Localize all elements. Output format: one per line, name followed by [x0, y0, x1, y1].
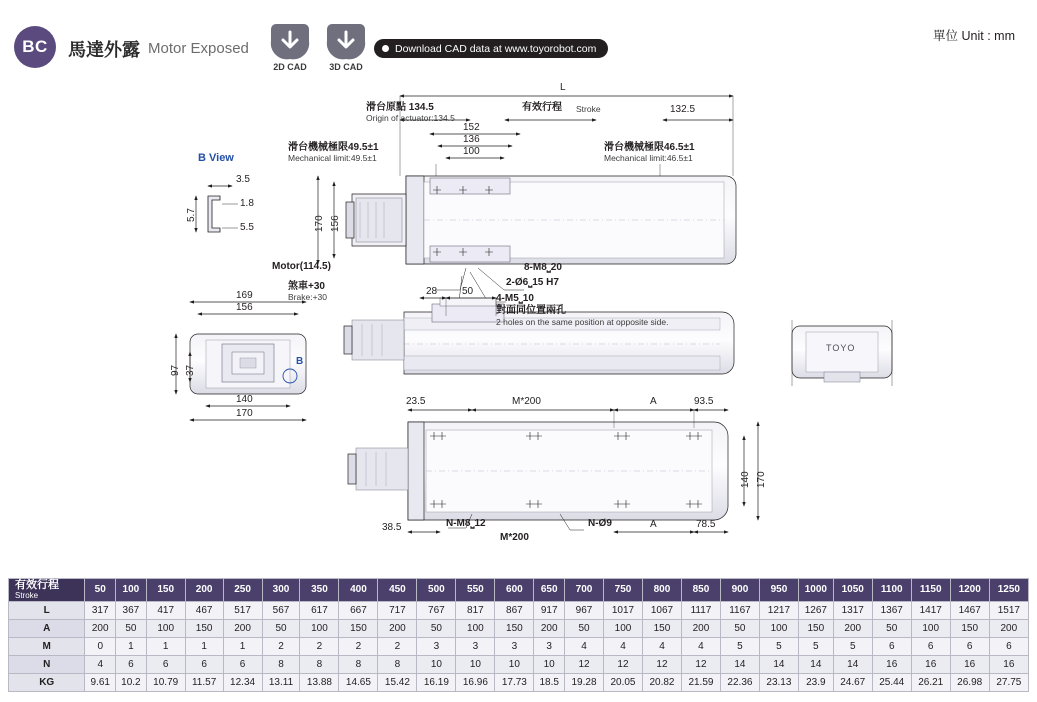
dim-1-8: 1.8 [240, 198, 254, 209]
table-cell: 50 [872, 619, 911, 637]
cad-2d-download[interactable] [262, 22, 318, 72]
table-cell: 8 [300, 655, 339, 673]
table-cell: 867 [495, 601, 534, 619]
table-cell: 13.88 [300, 673, 339, 691]
table-cell: 2 [300, 637, 339, 655]
table-cell: 417 [146, 601, 185, 619]
bc-badge: BC [14, 26, 56, 68]
note-n-m8: N-M8⎵12 [446, 518, 486, 529]
table-cell: 17.73 [495, 673, 534, 691]
table-row-label-A: A [9, 619, 85, 637]
table-cell: 16 [950, 655, 989, 673]
table-cell: 5 [833, 637, 872, 655]
mech-limit-right-cn: 滑台機械極限46.5±1 [604, 142, 695, 153]
table-cell: 26.21 [911, 673, 950, 691]
table-cell: 12 [565, 655, 604, 673]
table-header-stroke-cn: 有效行程 [15, 579, 59, 591]
motor-label: Motor(114.5) [272, 261, 331, 272]
table-header-stroke-150: 150 [146, 579, 185, 602]
table-cell: 967 [565, 601, 604, 619]
table-cell: 1517 [989, 601, 1028, 619]
table-cell: 15.42 [378, 673, 417, 691]
table-header-stroke-400: 400 [339, 579, 378, 602]
download-icon [326, 22, 366, 60]
dim-78-5: 78.5 [696, 519, 716, 530]
table-cell: 10 [534, 655, 565, 673]
spec-table-wrap [8, 578, 1029, 692]
table-header-stroke-1100: 1100 [872, 579, 911, 602]
table-header-stroke-300: 300 [262, 579, 300, 602]
table-header-stroke-250: 250 [223, 579, 262, 602]
origin-label-en: Origin of actuator:134.5 [366, 113, 455, 123]
table-cell: 200 [681, 619, 720, 637]
dim-28: 28 [426, 286, 438, 297]
dim-156-front: 156 [236, 302, 253, 313]
table-cell: 26.98 [950, 673, 989, 691]
table-header-stroke-850: 850 [681, 579, 720, 602]
table-cell: 4 [85, 655, 116, 673]
table-cell: 1417 [911, 601, 950, 619]
table-cell: 0 [85, 637, 116, 655]
table-cell: 1 [116, 637, 147, 655]
table-cell: 917 [534, 601, 565, 619]
mech-limit-right-en: Mechanical limit:46.5±1 [604, 153, 693, 163]
origin-label-cn: 滑台原點 134.5 [366, 102, 434, 113]
dim-m200-bottom: M*200 [500, 532, 529, 543]
note-n-d9: N-Ø9 [588, 518, 612, 529]
table-cell: 467 [185, 601, 223, 619]
table-header-stroke-550: 550 [456, 579, 495, 602]
table-body [9, 601, 1029, 691]
table-cell: 50 [116, 619, 147, 637]
table-cell: 20.05 [604, 673, 643, 691]
brake-label-en: Brake:+30 [288, 292, 327, 302]
table-cell: 617 [300, 601, 339, 619]
table-cell: 367 [116, 601, 147, 619]
table-cell: 100 [759, 619, 798, 637]
cad-download-label: Download CAD data at www.toyorobot.com [395, 42, 597, 55]
table-cell: 717 [378, 601, 417, 619]
table-cell: 1117 [681, 601, 720, 619]
table-header-stroke-1000: 1000 [798, 579, 833, 602]
table-header-stroke-1200: 1200 [950, 579, 989, 602]
table-row-label-N: N [9, 655, 85, 673]
table-cell: 4 [681, 637, 720, 655]
table-cell: 6 [223, 655, 262, 673]
table-cell: 817 [456, 601, 495, 619]
note-8-m8: 8-M8⎵20 [524, 262, 562, 273]
table-cell: 6 [872, 637, 911, 655]
dim-A-top: A [650, 396, 657, 407]
table-cell: 1267 [798, 601, 833, 619]
table-cell: 50 [720, 619, 759, 637]
note-4-m5: 4-M5⎵10 [496, 293, 534, 304]
table-cell: 2 [339, 637, 378, 655]
table-cell: 3 [456, 637, 495, 655]
b-marker: B [296, 356, 304, 367]
table-cell: 317 [85, 601, 116, 619]
table-header-stroke-650: 650 [534, 579, 565, 602]
stroke-label-en: Stroke [576, 104, 601, 114]
table-cell: 21.59 [681, 673, 720, 691]
page-subtitle: Motor Exposed [148, 40, 249, 57]
table-cell: 14 [833, 655, 872, 673]
table-cell: 23.13 [759, 673, 798, 691]
toyo-logo: TOYO [826, 343, 856, 353]
unit-label: 單位 Unit : mm [933, 29, 1015, 43]
table-header-stroke-750: 750 [604, 579, 643, 602]
table-cell: 50 [417, 619, 456, 637]
table-cell: 150 [495, 619, 534, 637]
table-row-label-L: L [9, 601, 85, 619]
table-header-row [9, 579, 1029, 602]
table-cell: 6 [950, 637, 989, 655]
dim-L-top: L [560, 82, 566, 93]
dim-170-bottom: 170 [756, 471, 767, 488]
table-cell: 4 [604, 637, 643, 655]
download-icon [270, 22, 310, 60]
dim-50: 50 [462, 286, 474, 297]
dim-37: 37 [185, 364, 196, 376]
mech-limit-left-cn: 滑台機械極限49.5±1 [288, 142, 379, 153]
table-cell: 200 [534, 619, 565, 637]
mech-limit-left-en: Mechanical limit:49.5±1 [288, 153, 377, 163]
table-cell: 8 [262, 655, 300, 673]
table-cell: 11.57 [185, 673, 223, 691]
table-header-stroke-350: 350 [300, 579, 339, 602]
table-cell: 1 [146, 637, 185, 655]
table-cell: 50 [262, 619, 300, 637]
table-cell: 1 [185, 637, 223, 655]
table-cell: 14.65 [339, 673, 378, 691]
cad-3d-download[interactable] [318, 22, 374, 72]
table-cell: 1 [223, 637, 262, 655]
table-cell: 150 [950, 619, 989, 637]
table-row [9, 619, 1029, 637]
table-row-label-M: M [9, 637, 85, 655]
table-cell: 5 [759, 637, 798, 655]
table-cell: 50 [565, 619, 604, 637]
dim-A-bottom: A [650, 519, 657, 530]
table-header-stroke-500: 500 [417, 579, 456, 602]
table-cell: 14 [720, 655, 759, 673]
table-cell: 23.9 [798, 673, 833, 691]
technical-drawing [0, 76, 1037, 576]
table-header-stroke-450: 450 [378, 579, 417, 602]
table-cell: 16.96 [456, 673, 495, 691]
table-cell: 1467 [950, 601, 989, 619]
table-cell: 1317 [833, 601, 872, 619]
dim-97: 97 [170, 364, 181, 376]
table-cell: 10.79 [146, 673, 185, 691]
table-cell: 150 [798, 619, 833, 637]
table-row [9, 673, 1029, 691]
table-cell: 5 [720, 637, 759, 655]
bullet-icon [382, 45, 389, 52]
table-row [9, 655, 1029, 673]
table-cell: 200 [85, 619, 116, 637]
dim-156-plan: 156 [330, 215, 341, 232]
table-cell: 100 [604, 619, 643, 637]
table-cell: 667 [339, 601, 378, 619]
table-cell: 16 [872, 655, 911, 673]
table-cell: 1217 [759, 601, 798, 619]
stroke-label-cn: 有效行程 [522, 102, 562, 113]
table-cell: 6 [989, 637, 1028, 655]
dim-100: 100 [463, 146, 480, 157]
table-cell: 2 [262, 637, 300, 655]
table-cell: 3 [534, 637, 565, 655]
table-cell: 10.2 [116, 673, 147, 691]
table-cell: 1167 [720, 601, 759, 619]
table-cell: 567 [262, 601, 300, 619]
table-cell: 150 [642, 619, 681, 637]
b-view-label: B View [198, 152, 234, 164]
cad-download-link[interactable] [374, 39, 608, 58]
table-header-stroke-1150: 1150 [911, 579, 950, 602]
table-cell: 100 [300, 619, 339, 637]
table-header-stroke-1250: 1250 [989, 579, 1028, 602]
table-cell: 517 [223, 601, 262, 619]
page-header [0, 0, 1037, 76]
table-cell: 6 [116, 655, 147, 673]
table-cell: 25.44 [872, 673, 911, 691]
table-cell: 12 [642, 655, 681, 673]
table-cell: 12 [604, 655, 643, 673]
dim-152: 152 [463, 122, 480, 133]
cad-3d-label: 3D CAD [329, 62, 363, 72]
table-cell: 10 [417, 655, 456, 673]
table-cell: 100 [456, 619, 495, 637]
table-header-stroke-100: 100 [116, 579, 147, 602]
table-cell: 6 [911, 637, 950, 655]
table-header-stroke-600: 600 [495, 579, 534, 602]
spec-table [8, 578, 1029, 692]
table-header-stroke-50: 50 [85, 579, 116, 602]
table-cell: 10 [495, 655, 534, 673]
table-cell: 2 [378, 637, 417, 655]
table-cell: 200 [989, 619, 1028, 637]
table-cell: 1367 [872, 601, 911, 619]
table-cell: 13.11 [262, 673, 300, 691]
table-cell: 14 [759, 655, 798, 673]
table-row-label-KG: KG [9, 673, 85, 691]
table-header-stroke [9, 579, 85, 602]
table-cell: 5 [798, 637, 833, 655]
table-header-stroke-200: 200 [185, 579, 223, 602]
table-cell: 100 [911, 619, 950, 637]
dim-140-bottom: 140 [740, 471, 751, 488]
table-cell: 8 [339, 655, 378, 673]
page-title: 馬達外露 [68, 40, 140, 60]
note-holes-cn: 對面同位置兩孔 [496, 305, 566, 316]
table-cell: 100 [146, 619, 185, 637]
table-cell: 200 [223, 619, 262, 637]
note-holes-en: 2 holes on the same position at opposite side. [496, 317, 669, 327]
dim-136: 136 [463, 134, 480, 145]
table-cell: 767 [417, 601, 456, 619]
dim-38-5: 38.5 [382, 522, 402, 533]
cad-2d-label: 2D CAD [273, 62, 307, 72]
table-cell: 8 [378, 655, 417, 673]
table-cell: 16.19 [417, 673, 456, 691]
table-cell: 1067 [642, 601, 681, 619]
table-header-stroke-1050: 1050 [833, 579, 872, 602]
dim-5-7: 5.7 [186, 208, 197, 222]
table-cell: 150 [185, 619, 223, 637]
table-row [9, 601, 1029, 619]
table-cell: 4 [642, 637, 681, 655]
table-cell: 9.61 [85, 673, 116, 691]
dim-93-5: 93.5 [694, 396, 714, 407]
dim-3-5: 3.5 [236, 174, 250, 185]
table-cell: 12 [681, 655, 720, 673]
table-cell: 22.36 [720, 673, 759, 691]
table-cell: 27.75 [989, 673, 1028, 691]
table-cell: 4 [565, 637, 604, 655]
table-header-stroke-800: 800 [642, 579, 681, 602]
table-cell: 200 [378, 619, 417, 637]
table-header-stroke-900: 900 [720, 579, 759, 602]
table-header-stroke-700: 700 [565, 579, 604, 602]
brake-label-cn: 煞車+30 [288, 281, 325, 292]
table-cell: 16 [989, 655, 1028, 673]
table-cell: 16 [911, 655, 950, 673]
table-cell: 19.28 [565, 673, 604, 691]
table-header-stroke-950: 950 [759, 579, 798, 602]
note-2-d6: 2-Ø6⎵15 H7 [506, 277, 559, 288]
dim-132-5: 132.5 [670, 104, 696, 115]
table-cell: 3 [417, 637, 456, 655]
dim-23-5: 23.5 [406, 396, 426, 407]
table-cell: 10 [456, 655, 495, 673]
table-cell: 1017 [604, 601, 643, 619]
table-cell: 6 [146, 655, 185, 673]
dim-169: 169 [236, 290, 253, 301]
table-header-stroke-en: Stroke [15, 590, 39, 600]
dim-5-5: 5.5 [240, 222, 254, 233]
table-cell: 200 [833, 619, 872, 637]
table-cell: 18.5 [534, 673, 565, 691]
table-cell: 150 [339, 619, 378, 637]
dim-170-front: 170 [236, 408, 253, 419]
table-cell: 6 [185, 655, 223, 673]
table-cell: 3 [495, 637, 534, 655]
table-row [9, 637, 1029, 655]
dim-170-plan: 170 [314, 215, 325, 232]
table-cell: 20.82 [642, 673, 681, 691]
table-cell: 12.34 [223, 673, 262, 691]
dim-m200-top: M*200 [512, 396, 541, 407]
table-cell: 14 [798, 655, 833, 673]
table-cell: 24.67 [833, 673, 872, 691]
dim-140-front: 140 [236, 394, 253, 405]
